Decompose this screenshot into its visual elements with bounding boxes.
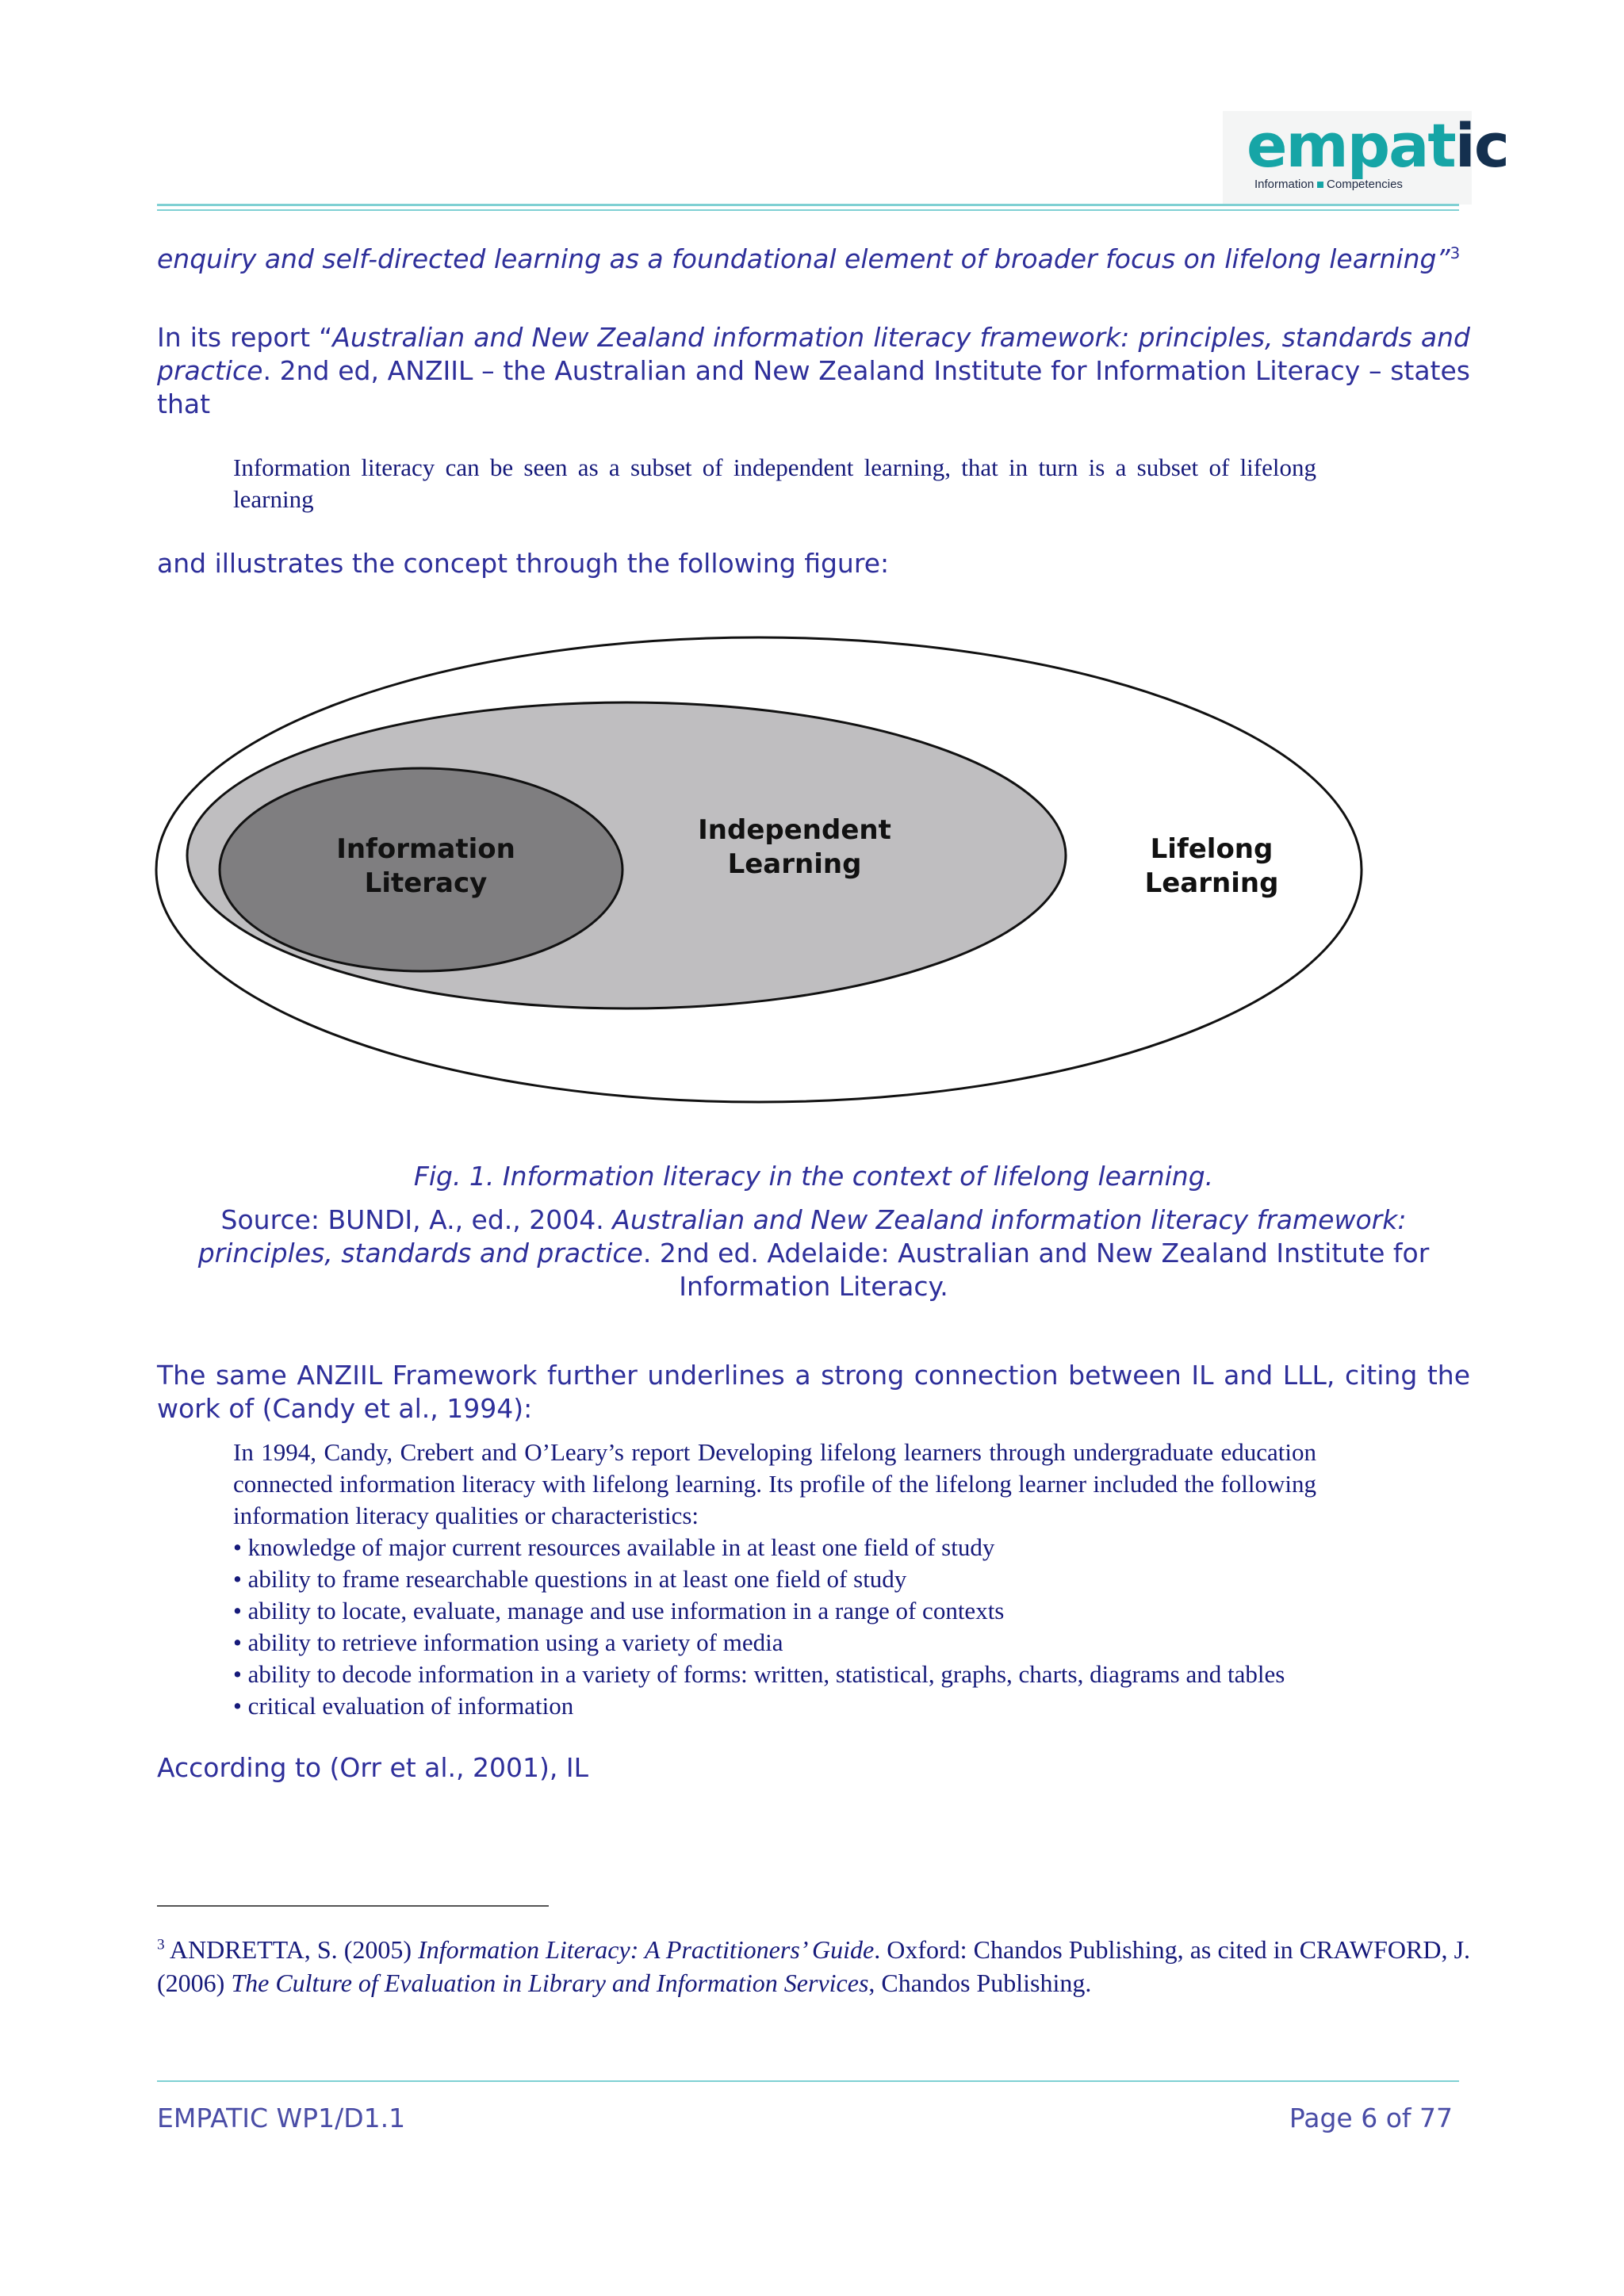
intro-italic-text: enquiry and self-directed learning as a foundational element of broader focus on lifelong learning” (157, 243, 1450, 274)
label-learning-outer: Learning (1144, 867, 1279, 899)
para1-report-title: Australian and New Zealand information literacy framework: principles, standards and practice (157, 322, 1470, 386)
quote2-bullet: • ability to locate, evaluate, manage and use information in a range of contexts (233, 1597, 1005, 1624)
label-information: Information (336, 833, 515, 865)
label-literacy: Literacy (364, 867, 488, 899)
source-tail: . 2nd ed. Adelaide: Australian and New Zealand Institute for Information Literacy. (642, 1238, 1430, 1302)
footnote-3 (157, 1933, 1470, 1999)
paragraph-anziil-report (157, 321, 1470, 421)
footnote-title-1: Information Literacy: A Practitioners’ Guide (418, 1935, 875, 1964)
footer-page-number: Page 6 of 77 (1289, 2103, 1453, 2133)
para2-text: and illustrates the concept through the following figure: (157, 548, 890, 579)
logo-text-ic: ic (1454, 110, 1508, 181)
source-lead: Source: BUNDI, A., ed., 2004. (220, 1204, 613, 1235)
quote2-intro: In 1994, Candy, Crebert and O’Leary’s report Developing lifelong learners through undergraduate education connected information literacy with lifelong learning. Its profile of the lifelong learner included the following information literacy qualities or characteristics: (233, 1438, 1316, 1529)
header-rule-bottom (157, 209, 1459, 211)
quote2-bullet: • knowledge of major current resources available in at least one field of study (233, 1533, 995, 1561)
logo-wordmark (1247, 110, 1508, 181)
footnote-title-2: The Culture of Evaluation in Library and Information Services (231, 1969, 869, 1997)
logo-tagline-2: Competencies (1327, 178, 1403, 191)
figure-source (163, 1203, 1464, 1303)
label-learning-middle: Learning (727, 848, 862, 880)
header-rule-top (157, 204, 1459, 206)
quote2-bullet: • ability to decode information in a variety of forms: written, statistical, graphs, charts, diagrams and tables (233, 1660, 1285, 1688)
source-title: Australian and New Zealand information literacy framework: principles, standards and practice (197, 1204, 1407, 1269)
footnote-ref-3: 3 (1450, 244, 1461, 262)
quote2-bullet: • ability to retrieve information using a variety of media (233, 1628, 783, 1656)
empatic-logo (1223, 110, 1508, 205)
nested-ellipses-diagram (0, 626, 1624, 1118)
footnote-separator (157, 1905, 549, 1907)
footer-document-id: EMPATIC WP1/D1.1 (157, 2103, 406, 2133)
para1-lead: In its report “ (157, 322, 333, 353)
quote2-bullet: • critical evaluation of information (233, 1692, 574, 1720)
label-lifelong: Lifelong (1150, 833, 1274, 865)
footnote-tail: , Chandos Publishing. (868, 1969, 1092, 1997)
para4-text: According to (Orr et al., 2001), IL (157, 1752, 588, 1783)
logo-separator (1317, 182, 1323, 188)
para1-tail: . 2nd ed, ANZIIL – the Australian and New Zealand Institute for Information Literacy – states that (157, 355, 1470, 419)
logo-tagline-1: Information (1254, 178, 1315, 191)
paragraph-anziil-connection (157, 1359, 1470, 1425)
quote2-bullet: • ability to frame researchable questions in at least one field of study (233, 1565, 907, 1593)
logo-tagline (1254, 178, 1403, 191)
footnote-mid: . Oxford: Chandos Publishing, as cited in CRAWFORD, J. (2006) (157, 1935, 1471, 1997)
quote-information-literacy-subset (233, 452, 1316, 515)
footer-rule (157, 2080, 1459, 2082)
intro-paragraph (157, 243, 1470, 276)
paragraph-orr (157, 1751, 1470, 1785)
footnote-lead: ANDRETTA, S. (2005) (164, 1935, 419, 1964)
quote-candy-report (233, 1437, 1316, 1722)
logo-text-empat: empat (1247, 110, 1455, 181)
figure-caption (157, 1160, 1470, 1193)
quote1-text: Information literacy can be seen as a subset of independent learning, that in turn is a subset of lifelong learning (233, 453, 1316, 513)
footnote-mark: 3 (157, 1936, 165, 1954)
figure-caption-text: Fig. 1. Information literacy in the context of lifelong learning. (413, 1161, 1214, 1192)
para3-text: The same ANZIIL Framework further underlines a strong connection between IL and LLL, citing the work of (Candy et al., 1994): (157, 1360, 1470, 1424)
label-independent: Independent (698, 814, 891, 846)
paragraph-figure-intro (157, 547, 1470, 580)
